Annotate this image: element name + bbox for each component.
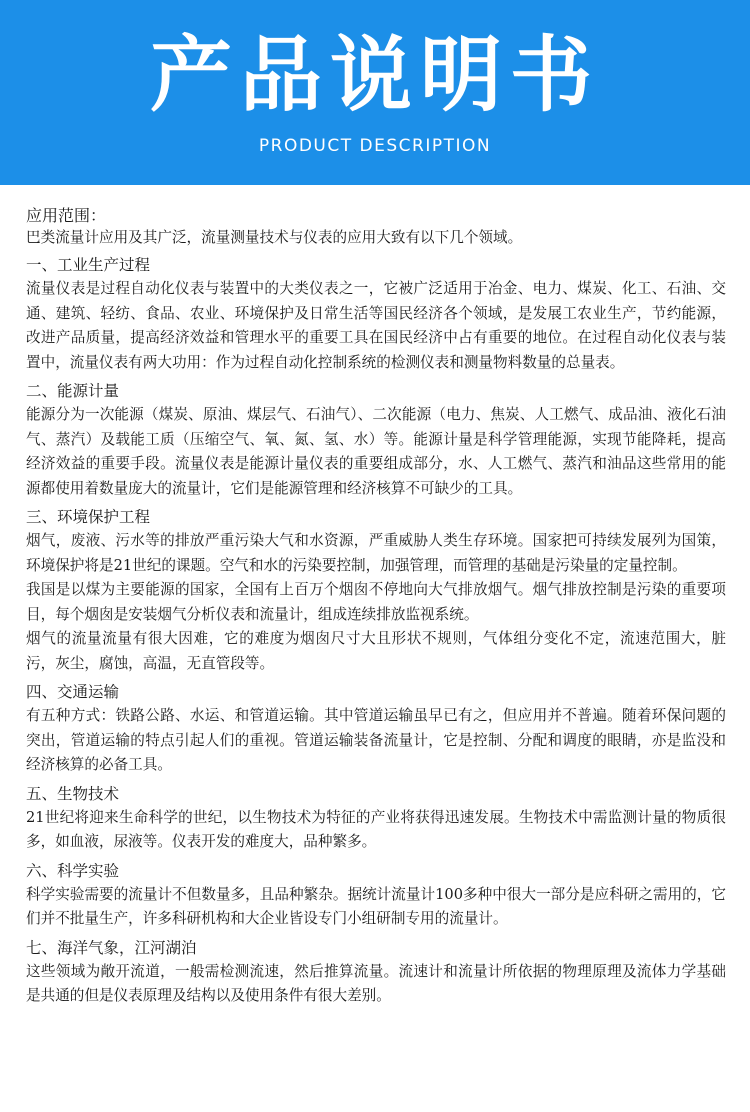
section-title: 四、交通运输 bbox=[26, 683, 120, 701]
section-title: 一、工业生产过程 bbox=[26, 256, 151, 274]
section-title: 五、生物技术 bbox=[26, 784, 120, 803]
section-paragraph: 有五种方式：铁路公路、水运、和管道运输。其中管道运输虽早已有之，但应用并不普遍。随着环保问题的突出，管道运输的特点引起人们的重视。管道运输装备流量计，它是控制、分配和调度的眼睛，亦是监没和经济核算的必备工具。 bbox=[26, 707, 726, 773]
section-energy bbox=[26, 379, 726, 501]
section-environment bbox=[26, 505, 726, 676]
section-paragraph: 21世纪将迎来生命科学的世纪，以生物技术为特征的产业将获得迅速发展。生物技术中需监测计量的物质很多，如血液，尿液等。仪表开发的难度大，品种繁多。 bbox=[26, 808, 726, 850]
section-title: 三、环境保护工程 bbox=[26, 508, 151, 526]
page-subtitle: PRODUCT DESCRIPTION bbox=[258, 136, 492, 156]
document-body bbox=[0, 185, 750, 1009]
section-transport bbox=[26, 680, 726, 778]
page-title: 产品说明书 bbox=[149, 28, 600, 123]
scope-title: 应用范围： bbox=[26, 206, 107, 225]
section-ocean bbox=[26, 936, 726, 1009]
section-paragraph: 科学实验需要的流量计不但数量多，且品种繁杂。据统计流量计100多种中很大一部分是应科研之需用的，它们并不批量生产，许多科研机构和大企业皆设专门小组研制专用的流量计。 bbox=[26, 885, 726, 927]
section-paragraph: 我国是以煤为主要能源的国家，全国有上百万个烟囱不停地向大气排放烟气。烟气排放控制是污染的重要项目，每个烟囱是安装烟气分析仪表和流量计，组成连续排放监视系统。 bbox=[26, 581, 726, 623]
section-paragraph: 烟气的流量流量有很大因难，它的难度为烟囱尺寸大且形状不规则，气体组分变化不定，流速范围大，脏污，灰尘，腐蚀，高温，无直管段等。 bbox=[26, 630, 726, 672]
section-paragraph: 流量仪表是过程自动化仪表与装置中的大类仪表之一，它被广泛适用于冶金、电力、煤炭、化工、石油、交通、建筑、轻纺、食品、农业、环境保护及日常生活等国民经济各个领域，是发展工农业生产，节约能源，改进产品质量，提高经济效益和管理水平的重要工具在国民经济中占有重要的地位。在过程自动化仪表与装置中，流量仪表有两大功用：作为过程自动化控制系统的检测仪表和测量物料数量的总量表。 bbox=[26, 280, 726, 371]
scope-intro: 巴类流量计应用及其广泛，流量测量技术与仪表的应用大致有以下几个领域。 bbox=[26, 229, 523, 246]
section-science bbox=[26, 859, 726, 932]
section-paragraph: 烟气，废液、污水等的排放严重污染大气和水资源，严重威胁人类生存环境。国家把可持续发展列为国策，环境保护将是21世纪的课题。空气和水的污染要控制，加强管理，而管理的基础是污染量的定量控制。 bbox=[26, 532, 726, 574]
section-title: 六、科学实验 bbox=[26, 861, 120, 880]
section-title: 七、海洋气象，江河湖泊 bbox=[26, 938, 197, 957]
section-title: 二、能源计量 bbox=[26, 382, 120, 400]
section-biotech bbox=[26, 782, 726, 855]
section-paragraph: 能源分为一次能源（煤炭、原油、煤层气、石油气）、二次能源（电力、焦炭、人工燃气、成品油、液化石油气、蒸汽）及载能工质（压缩空气、氧、氮、氢、水）等。能源计量是科学管理能源，实现节能降耗，提高经济效益的重要手段。流量仪表是能源计量仪表的重要组成部分，水、人工燃气、蒸汽和油品这些常用的能源都使用着数量庞大的流量计，它们是能源管理和经济核算不可缺少的工具。 bbox=[26, 406, 726, 497]
section-paragraph: 这些领域为敞开流道，一般需检测流速，然后推算流量。流速计和流量计所依据的物理原理及流体力学基础是共通的但是仪表原理及结构以及使用条件有很大差别。 bbox=[26, 962, 726, 1004]
header-banner bbox=[0, 0, 750, 185]
section-industrial bbox=[26, 253, 726, 375]
